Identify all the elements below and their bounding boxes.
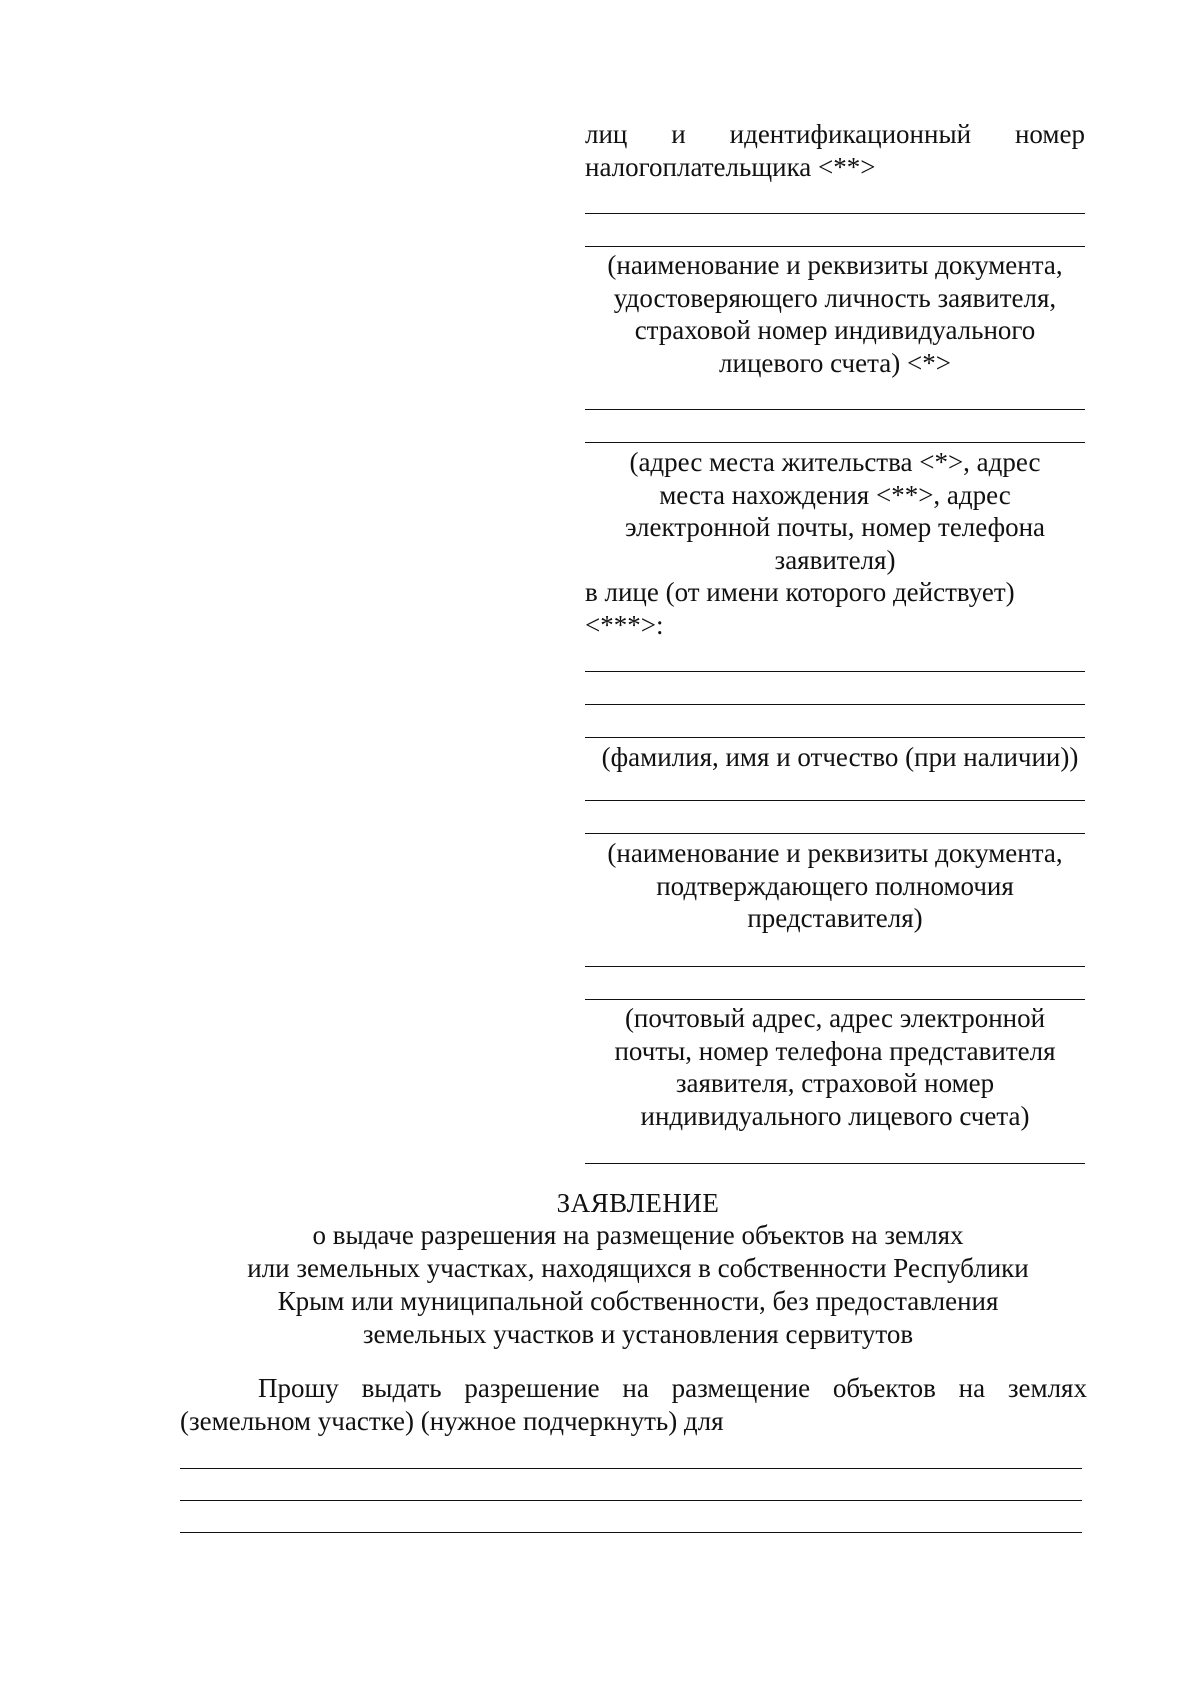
- representative-blank-line[interactable]: [585, 737, 1085, 738]
- representative-name-caption: [585, 741, 1095, 774]
- caption-line: удостоверяющего личность заявителя,: [613, 282, 1057, 313]
- address-blank-line[interactable]: [585, 442, 1085, 443]
- request-line-1: [180, 1372, 1087, 1405]
- representative-contacts-caption: [585, 1002, 1085, 1132]
- request-word: Прошу: [258, 1373, 339, 1403]
- applicant-blank-line[interactable]: [585, 246, 1085, 247]
- request-word: землях: [1007, 1373, 1087, 1403]
- intro-word: лиц: [585, 119, 628, 149]
- request-word: на: [958, 1373, 986, 1403]
- intro-word: и: [671, 119, 686, 149]
- applicant-intro: [585, 118, 1085, 183]
- applicant-blank-line[interactable]: [585, 213, 1085, 214]
- caption-line: индивидуального лицевого счета): [640, 1100, 1030, 1131]
- request-paragraph: [180, 1372, 1087, 1437]
- representative-doc-blank-line[interactable]: [585, 800, 1085, 801]
- caption-line: лицевого счета) <*>: [719, 347, 951, 378]
- applicant-intro-line-1: [585, 118, 1085, 151]
- address-blank-line[interactable]: [585, 409, 1085, 410]
- request-word: на: [622, 1373, 649, 1403]
- address-caption: [585, 446, 1085, 576]
- signature-blank-line[interactable]: [585, 1163, 1085, 1164]
- representative-blank-line[interactable]: [585, 671, 1085, 672]
- purpose-blank-line[interactable]: [180, 1468, 1082, 1469]
- representative-contacts-blank-line[interactable]: [585, 999, 1085, 1000]
- purpose-blank-line[interactable]: [180, 1500, 1082, 1501]
- caption-line: подтверждающего полномочия: [656, 870, 1014, 901]
- intro-word: идентификационный: [729, 119, 972, 149]
- caption-line: (адрес места жительства <*>, адрес: [629, 447, 1041, 477]
- request-word: выдать: [361, 1373, 442, 1403]
- purpose-blank-line[interactable]: [180, 1532, 1082, 1533]
- caption-line: места нахождения <**>, адрес: [659, 479, 1011, 510]
- statement-title: ЗАЯВЛЕНИЕ: [556, 1188, 720, 1218]
- intro-word: номер: [1014, 119, 1085, 149]
- acting-through: [585, 576, 1085, 641]
- request-word: разрешение: [464, 1373, 600, 1403]
- acting-through-line: <***>:: [585, 609, 664, 640]
- subtitle-line: о выдаче разрешения на размещение объектов на землях: [312, 1220, 964, 1250]
- applicant-intro-line-2: налогоплательщика <**>: [585, 151, 876, 182]
- caption-line: (наименование и реквизиты документа,: [607, 250, 1063, 280]
- subtitle-line: земельных участков и установления сервитутов: [362, 1319, 914, 1349]
- identity-doc-caption: [585, 249, 1085, 379]
- caption-line: страховой номер индивидуального: [634, 315, 1036, 345]
- subtitle-line: Крым или муниципальной собственности, без предоставления: [277, 1286, 999, 1316]
- caption-line: заявителя): [774, 544, 896, 575]
- request-word: размещение: [671, 1373, 811, 1403]
- subtitle-line: или земельных участках, находящихся в собственности Республики: [247, 1253, 1029, 1283]
- caption-line: почты, номер телефона представителя: [614, 1035, 1056, 1066]
- caption-line: (почтовый адрес, адрес электронной: [624, 1003, 1046, 1033]
- statement-subtitle: [150, 1219, 1126, 1351]
- caption-line: заявителя, страховой номер: [675, 1068, 995, 1098]
- authority-doc-caption: [585, 837, 1085, 935]
- request-line-2: (земельном участке) (нужное подчеркнуть) для: [180, 1405, 724, 1436]
- caption-line: электронной почты, номер телефона: [624, 512, 1046, 542]
- representative-blank-line[interactable]: [585, 704, 1085, 705]
- caption-line: (наименование и реквизиты документа,: [607, 838, 1063, 868]
- caption-line: представителя): [747, 903, 923, 933]
- acting-through-line: в лице (от имени которого действует): [585, 577, 1015, 607]
- caption-line: (фамилия, имя и отчество (при наличии)): [601, 742, 1079, 772]
- representative-doc-blank-line[interactable]: [585, 833, 1085, 834]
- representative-contacts-blank-line[interactable]: [585, 966, 1085, 967]
- request-word: объектов: [832, 1373, 936, 1403]
